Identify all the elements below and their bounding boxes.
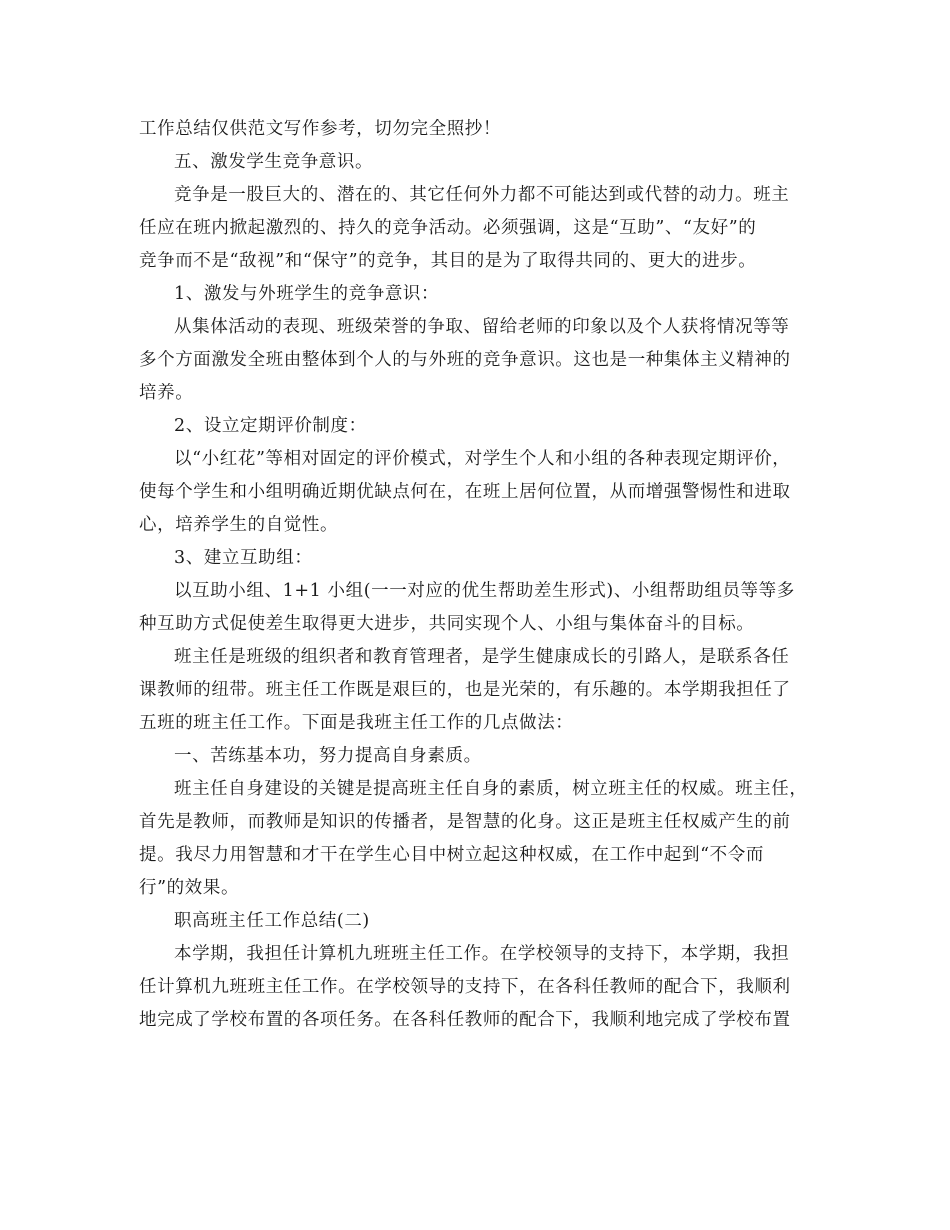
paragraph-line: 五班的班主任工作。下面是我班主任工作的几点做法： [139,713,574,733]
paragraph-line: 培养。 [139,383,194,403]
paragraph-line: 提。我尽力用智慧和才干在学生心目中树立起这种权威，在工作中起到“不令而 [139,845,764,865]
document-subtitle: 职高班主任工作总结(二) [174,911,370,931]
paragraph-line: 课教师的纽带。班主任工作既是艰巨的，也是光荣的，有乐趣的。本学期我担任了 [139,680,791,700]
section-heading-5: 五、激发学生竞争意识。 [174,152,374,172]
subheading-3: 3、建立互助组： [174,548,313,568]
paragraph-line: 从集体活动的表现、班级荣誉的争取、留给老师的印象以及个人获将情况等等 [174,317,790,337]
paragraph-line: 首先是教师，而教师是知识的传播者，是智慧的化身。这正是班主任权威产生的前 [139,812,791,832]
paragraph-line: 以互助小组、1+1 小组(一一对应的优生帮助差生形式)、小组帮助组员等等多 [174,581,795,601]
paragraph-line: 班主任是班级的组织者和教育管理者，是学生健康成长的引路人，是联系各任 [174,647,790,667]
paragraph-line: 以“小红花”等相对固定的评价模式，对学生个人和小组的各种表现定期评价， [174,449,791,469]
disclaimer-line: 工作总结仅供范文写作参考，切勿完全照抄！ [139,119,501,139]
paragraph-line: 多个方面激发全班由整体到个人的与外班的竞争意识。这也是一种集体主义精神的 [139,350,791,370]
paragraph-line: 竞争是一股巨大的、潜在的、其它任何外力都不可能达到或代替的动力。班主 [174,185,790,205]
paragraph-line: 本学期，我担任计算机九班班主任工作。在学校领导的支持下，本学期，我担 [174,944,790,964]
paragraph-line: 竞争而不是“敌视”和“保守”的竞争，其目的是为了取得共同的、更大的进步。 [139,251,757,271]
paragraph-line: 任计算机九班班主任工作。在学校领导的支持下，在各科任教师的配合下，我顺利 [139,977,791,997]
paragraph-line: 心，培养学生的自觉性。 [139,515,339,535]
section-heading-1: 一、苦练基本功，努力提高自身素质。 [174,746,482,766]
paragraph-line: 地完成了学校布置的各项任务。在各科任教师的配合下，我顺利地完成了学校布置 [139,1010,791,1030]
paragraph-line: 使每个学生和小组明确近期优缺点何在，在班上居何位置，从而增强警惕性和进取 [139,482,791,502]
document-body [139,113,819,1037]
subheading-1: 1、激发与外班学生的竞争意识： [174,284,440,304]
paragraph-line: 行”的效果。 [139,878,240,898]
paragraph-line: 任应在班内掀起激烈的、持久的竞争活动。必须强调，这是“互助”、“友好”的 [139,218,757,238]
paragraph-line: 种互助方式促使差生取得更大进步，共同实现个人、小组与集体奋斗的目标。 [139,614,755,634]
paragraph-line: 班主任自身建设的关键是提高班主任自身的素质，树立班主任的权威。班主任， [174,779,808,799]
subheading-2: 2、设立定期评价制度： [174,416,367,436]
